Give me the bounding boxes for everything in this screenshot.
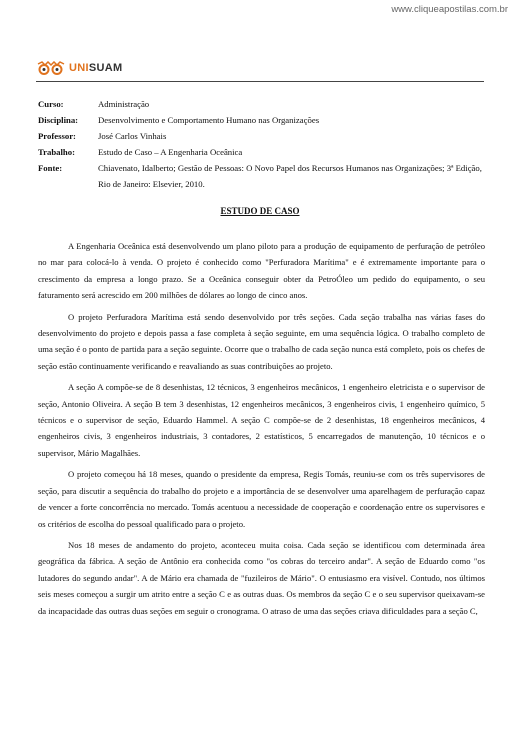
course-info-key: Fonte: [38, 163, 63, 173]
watermark-url[interactable]: www.cliqueapostilas.com.br [391, 4, 508, 15]
course-info-value: Desenvolvimento e Comportamento Humano nas Organizações [98, 115, 320, 125]
course-info [38, 96, 488, 192]
course-info-value: José Carlos Vinhais [98, 131, 167, 141]
body-paragraph: Nos 18 meses de andamento do projeto, aconteceu muita coisa. Cada seção se identificou com determinada área geográfica da fábrica. A seção de Antônio era conhecida como "os cobras do terceiro andar". A seção de Eduardo como "os lutadores do segundo andar". A de Mário era chamada de "fuzileiros de Mário". O entusiasmo era visível. Contudo, nos últimos seis meses começou a surgir um atrito entre a seção C e as outras duas. Os membros da seção C e o seu supervisor queixavam-se da incapacidade das outras duas seções em seguir o cronograma. O atraso de uma das seções criava dificuldades para a seção C, [38, 539, 485, 616]
course-info-value: Estudo de Caso – A Engenharia Oceânica [98, 147, 243, 157]
course-info-key: Disciplina: [38, 115, 79, 125]
document-body [38, 238, 485, 619]
course-info-key: Curso: [38, 99, 64, 109]
logo-text-suam: SUAM [88, 62, 123, 74]
course-info-value: Chiavenato, Idalberto; Gestão de Pessoas: O Novo Papel dos Recursos Humanos nas Organizações; 3ª Edição, Rio de Janeiro: Elsevier, 2010. [98, 163, 482, 189]
body-paragraph: A seção A compõe-se de 8 desenhistas, 12 técnicos, 3 engenheiros mecânicos, 1 engenheiro eletricista e o supervisor de seção, Antonio Oliveira. A seção B tem 3 desenhistas, 12 engenheiros mecânicos, 3 engenheiros civis, 1 engenheiro químico, 5 técnicos e o supervisor de seção, Eduardo Hammel. A seção C compõe-se de 2 desenhistas, 18 engenheiros mecânicos, 4 engenheiros civis, 3 engenheiros industriais, 3 contadores, 2 estatísticos, 5 encarregados de manutenção, 10 técnicos e o supervisor, Mário Magalhães. [38, 382, 485, 458]
course-info-row [38, 128, 488, 144]
body-paragraph: O projeto Perfuradora Marítima está sendo desenvolvido por três seções. Cada seção trabalha nas várias fases do desenvolvimento do projeto e depois passa a fase completa à seção seguinte, em uma sequência lógica. O trabalho completo de uma seção é o ponto de partida para a seção seguinte. Ocorre que o trabalho de cada seção nunca está completo, pois os chefes de seção estão continuamente verificando e reavaliando as suas contribuições ao projeto. [38, 311, 485, 371]
body-paragraph: A Engenharia Oceânica está desenvolvendo um plano piloto para a produção de equipamento de perfuração de petróleo no mar para colocá-lo à venda. O projeto é conhecido como "Perfuradora Marítima" e é extremamente importante para o crescimento da empresa a longo prazo. Se a Oceânica conseguir obter da PetroÓleo um pedido do equipamento, o seu faturamento será acrescido em 200 milhões de dólares ao longo de cinco anos. [38, 241, 485, 301]
course-info-value: Administração [98, 99, 150, 109]
course-info-row [38, 112, 488, 128]
logo-text-uni: UNI [69, 62, 89, 74]
owl-logo-icon [36, 61, 66, 75]
course-info-row [38, 144, 488, 160]
header-divider [36, 81, 484, 82]
logo-text [69, 62, 122, 74]
course-info-key: Trabalho: [38, 147, 76, 157]
unisuam-logo [36, 61, 122, 75]
course-info-row [38, 96, 488, 112]
course-info-row [38, 160, 488, 192]
course-info-key: Professor: [38, 131, 76, 141]
document-title: ESTUDO DE CASO [220, 206, 300, 216]
body-paragraph: O projeto começou há 18 meses, quando o presidente da empresa, Regis Tomás, reuniu-se com os três supervisores de seção, para discutir a sequência do trabalho do projeto e a importância de se desenvolver uma aparelhagem de perfuração capaz de vencer a forte concorrência no mercado. Tomás acentuou a necessidade de cooperação e coordenação entre os supervisores e os critérios de escolha do pessoal qualificado para o projeto. [38, 469, 485, 529]
